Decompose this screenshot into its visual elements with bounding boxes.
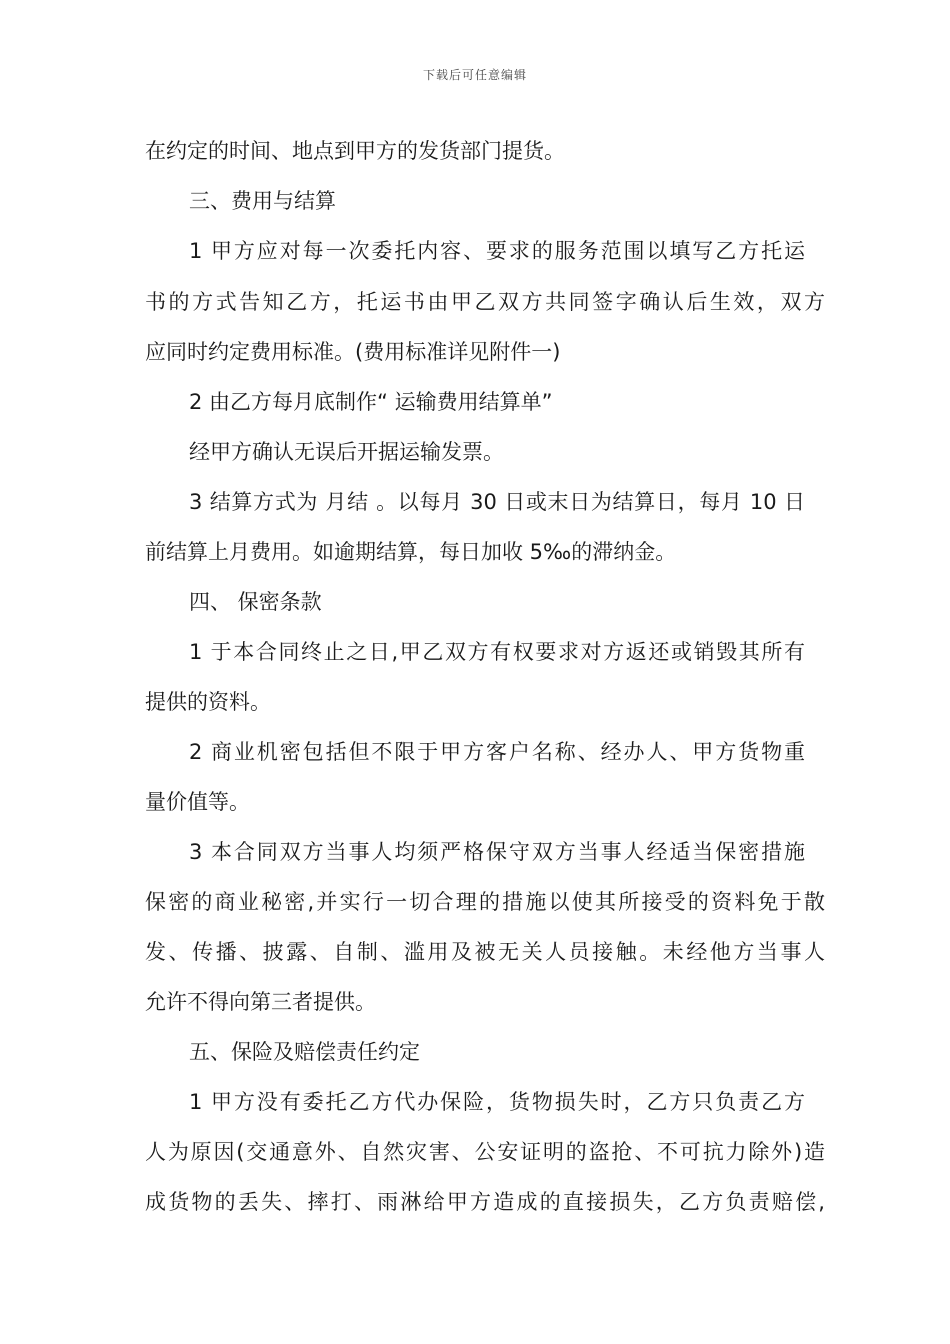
text-line: 人为原因(交通意外、自然灾害、公安证明的盗抢、不可抗力除外)造 [145, 1140, 825, 1164]
text-line: 3 结算方式为 月结 。以每月 30 日或末日为结算日，每月 10 日 [189, 490, 805, 514]
text-line: 前结算上月费用。如逾期结算，每日加收 5‰的滞纳金。 [145, 540, 677, 564]
text-line: 书的方式告知乙方，托运书由甲乙双方共同签字确认后生效，双方 [145, 290, 825, 314]
section-heading: 四、 保密条款 [189, 590, 322, 614]
text-line: 1 甲方应对每一次委托内容、要求的服务范围以填写乙方托运 [189, 239, 805, 263]
text-line: 2 由乙方每月底制作“ 运输费用结算单” [189, 390, 553, 414]
text-line: 量价值等。 [145, 790, 250, 814]
section-heading: 三、费用与结算 [189, 189, 336, 213]
text-line: 2 商业机密包括但不限于甲方客户名称、经办人、甲方货物重 [189, 740, 805, 764]
text-line: 1 于本合同终止之日,甲乙双方有权要求对方返还或销毁其所有 [189, 640, 805, 664]
text-line: 3 本合同双方当事人均须严格保守双方当事人经适当保密措施 [189, 840, 805, 864]
text-line: 在约定的时间、地点到甲方的发货部门提货。 [145, 139, 565, 163]
text-line: 允许不得向第三者提供。 [145, 990, 376, 1014]
text-line: 经甲方确认无误后开据运输发票。 [189, 440, 504, 464]
text-line: 保密的商业秘密,并实行一切合理的措施以使其所接受的资料免于散 [145, 890, 825, 914]
text-line: 应同时约定费用标准。(费用标准详见附件一) [145, 340, 561, 364]
text-line: 提供的资料。 [145, 690, 271, 714]
section-heading: 五、保险及赔偿责任约定 [189, 1040, 420, 1064]
text-line: 发、传播、披露、自制、滥用及被无关人员接触。未经他方当事人 [145, 940, 825, 964]
text-line: 成货物的丢失、摔打、雨淋给甲方造成的直接损失，乙方负责赔偿, [145, 1190, 825, 1214]
page-header: 下载后可任意编辑 [422, 68, 527, 82]
text-line: 1 甲方没有委托乙方代办保险，货物损失时，乙方只负责乙方 [189, 1090, 805, 1114]
